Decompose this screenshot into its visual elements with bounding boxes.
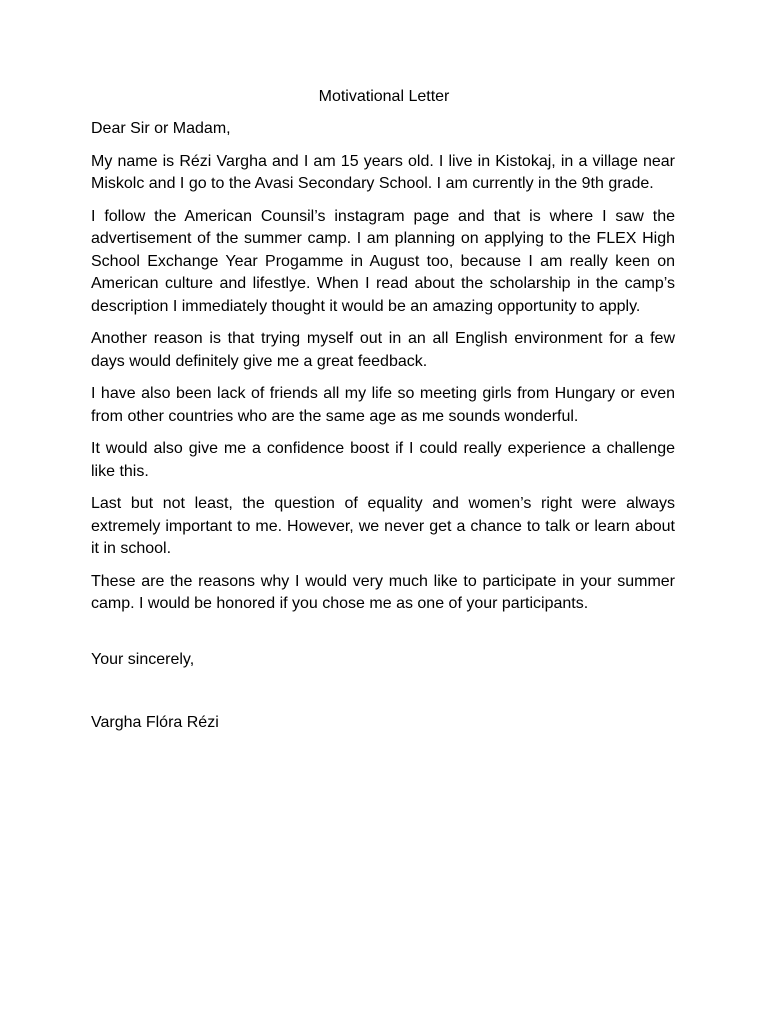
letter-paragraph-intro: My name is Rézi Vargha and I am 15 years old. I live in Kistokaj, in a village near Miskolc and I go to the Avasi Secondary School. I am currently in the 9th grade. — [91, 152, 675, 192]
letter-title: Motivational Letter — [318, 88, 450, 105]
letter-closing: Your sincerely, — [91, 650, 195, 668]
letter-paragraph-equality: Last but not least, the question of equality and women’s right were always extremely important to me. However, we never get a chance to talk or learn about it in school. — [91, 495, 675, 557]
letter-paragraph-motivation: I follow the American Counsil’s instagram page and that is where I saw the advertisement of the summer camp. I am planning on applying to the FLEX High School Exchange Year Progamme in August too, because I am really keen on American culture and lifestlye. When I read about the scholarship in the camp’s description I immediately thought it would be an amazing opportunity to apply. — [91, 207, 675, 315]
letter-paragraph-confidence: It would also give me a confidence boost if I could really experience a challenge like this. — [91, 440, 675, 480]
letter-signature: Vargha Flóra Rézi — [91, 714, 219, 731]
letter-paragraph-english-environment: Another reason is that trying myself out in an all English environment for a few days would definitely give me a great feedback. — [91, 330, 675, 370]
letter-paragraph-friends: I have also been lack of friends all my life so meeting girls from Hungary or even from other countries who are the same age as me sounds wonderful. — [91, 385, 675, 425]
letter-salutation: Dear Sir or Madam, — [91, 120, 231, 137]
letter-paragraph-conclusion: These are the reasons why I would very much like to participate in your summer camp. I would be honored if you chose me as one of your participants. — [91, 572, 675, 612]
letter-body — [91, 118, 675, 745]
